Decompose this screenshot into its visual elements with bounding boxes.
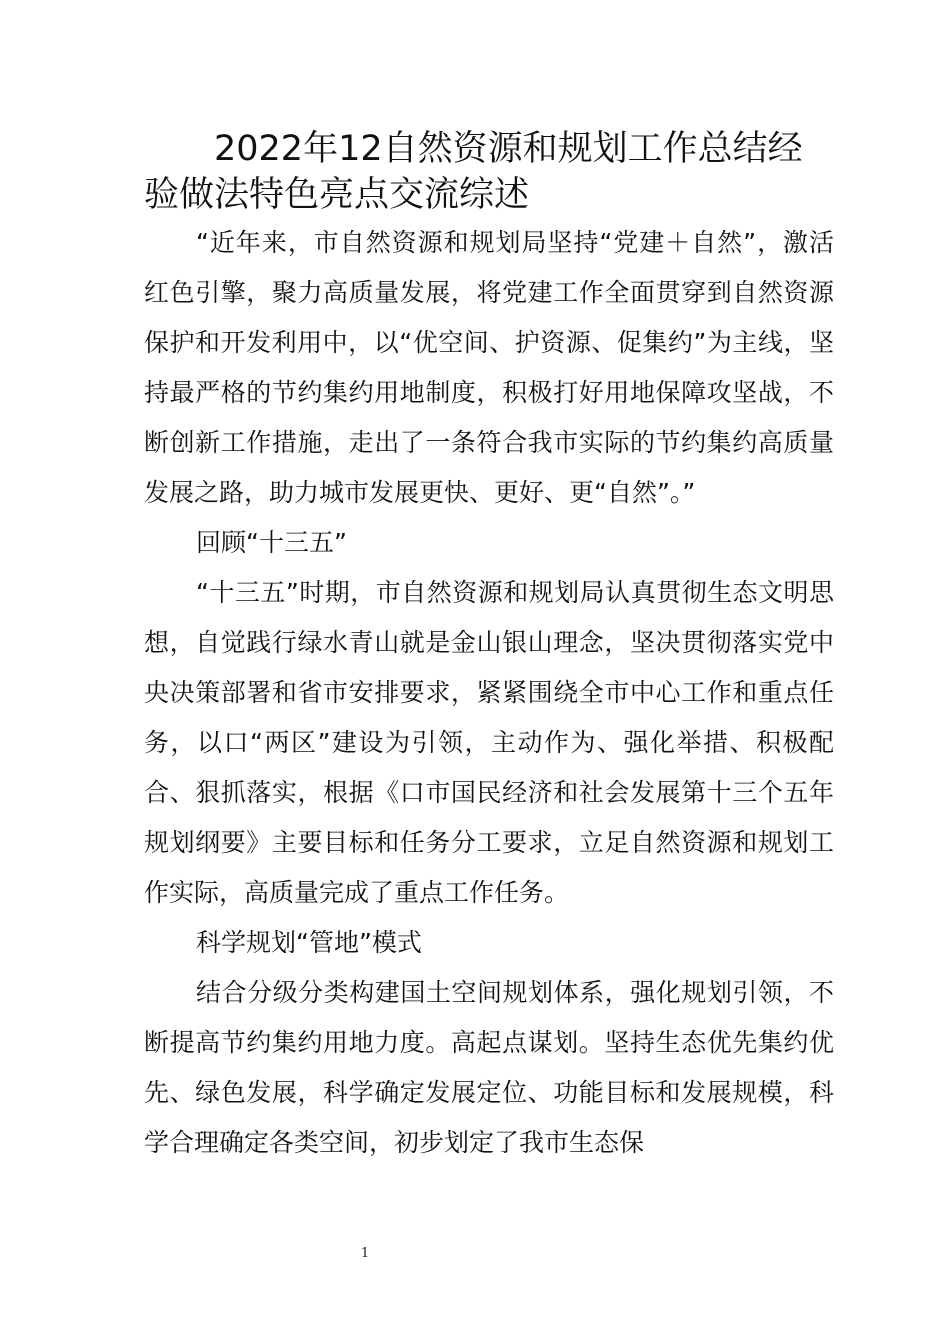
paragraph-review: “十三五”时期，市自然资源和规划局认真贯彻生态文明思想，自觉践行绿水青山就是金山银山理念，坚决贯彻落实党中央决策部署和省市安排要求，紧紧围绕全市中心工作和重点任务，以口“两区”建设为引领，主动作为、强化举措、积极配合、狠抓落实，根据《口市国民经济和社会发展第十三个五年规划纲要》主要目标和任务分工要求，立足自然资源和规划工作实际，高质量完成了重点工作任务。	[144, 578, 834, 907]
section-heading-planning: 科学规划“管地”模式	[196, 928, 422, 957]
section-heading-review: 回顾“十三五”	[196, 528, 347, 557]
paragraph-planning: 结合分级分类构建国土空间规划体系，强化规划引领，不断提高节约集约用地力度。高起点谋划。坚持生态优先集约优先、绿色发展，科学确定发展定位、功能目标和发展规模，科学合理确定各类空间，初步划定了我市生态保	[144, 978, 834, 1157]
page-number: 1	[360, 1246, 370, 1261]
paragraph-intro: “近年来，市自然资源和规划局坚持“党建＋自然”，激活红色引擎，聚力高质量发展，将党建工作全面贯穿到自然资源保护和开发利用中，以“优空间、护资源、促集约”为主线，坚持最严格的节约集约用地制度，积极打好用地保障攻坚战，不断创新工作措施，走出了一条符合我市实际的节约集约高质量发展之路，助力城市发展更快、更好、更“自然”。”	[144, 228, 834, 507]
document-title: 2022年12自然资源和规划工作总结经验做法特色亮点交流综述	[144, 129, 803, 215]
document-body	[144, 126, 834, 1168]
